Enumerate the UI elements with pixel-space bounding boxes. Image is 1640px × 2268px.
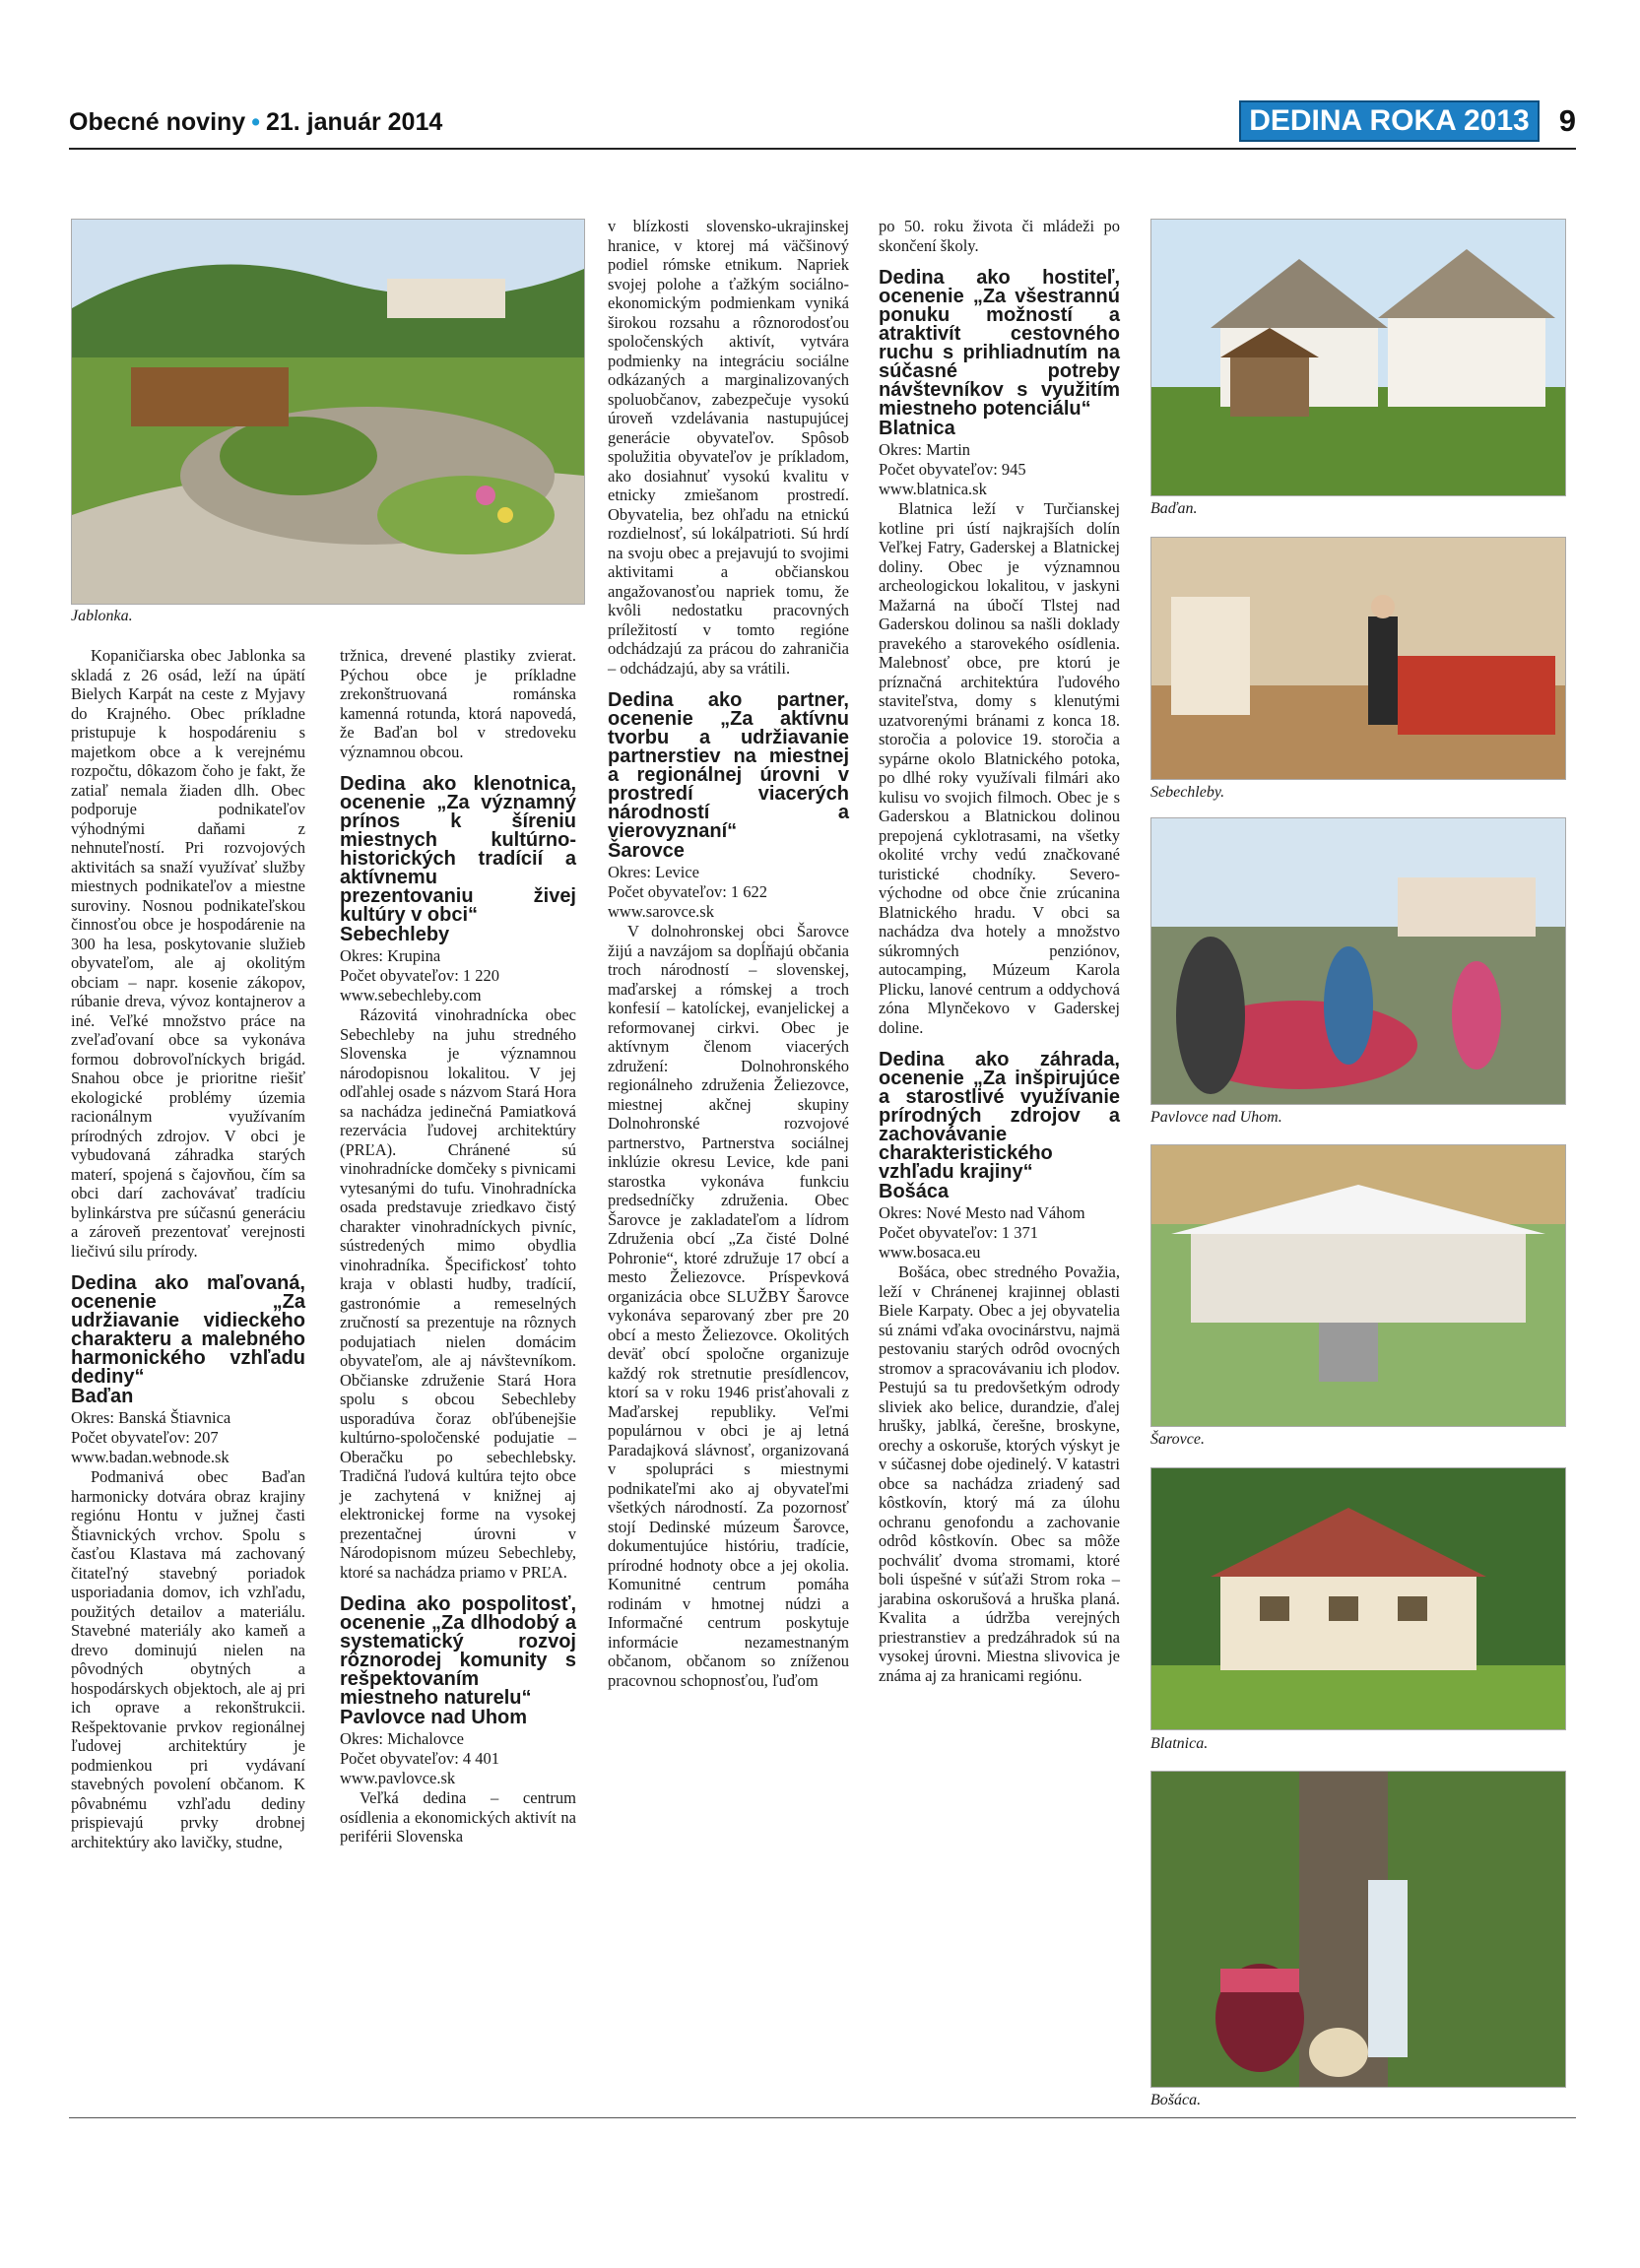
web-blatnica: www.blatnica.sk [879,480,987,498]
article-body-sarovce: V dolnohronskej obci Šarovce žijú a navzájom sa dopĺňajú občania troch národností – slovenskej, maďarskej a rómskej a troch konfesií – katolíckej, evanjelickej a reformovanej cirkvi. Obec je aktívnym členom viacerých združení: Dolnohronského regionálneho združenia Želiezovce, miestnej akčnej skupiny Dolnohronské rozvojové partnerstvo, Partnerstva sociálnej inklúzie okresu Levice, kde pani starostka vykonáva funkciu predsedníčky združenia. Obec Šarovce je zakladateľom a lídrom Združenia obcí „Za čisté Dolné Pohronie“, ktoré združuje 17 obcí a mesto Želiezovce. Príspevková organizácia obce SLUŽBY Šarovce vykonáva separovaný zber pre 20 obcí a mesto Želiezovce. Okolitých deväť obcí spoločne organizuje každý rok stretnutie presídlencov, ktorí sa v roku 1946 prisťahovali z Maďarskej republiky. Veľmi populárnou v obci je aj letná Paradajková slávnosť, organizovaná v spolupráci s miestnymi podnikateľmi ako aj obyvateľmi všetkých národností. Za pozornosť stojí Dedinské múzeum Šarovce, dokumentujúce históriu, tradície, prírodné hodnoty obce a jej okolia. Komunitné centrum pomáha rodinám v hmotnej núdzi a Informačné centrum poskytuje informácie nezamestnaným občanom, občanom so zníženou pracovnou schopnosťou, ľuďom [608,922,849,1690]
column-3 [608,217,849,1690]
village-name-bosaca: Bošáca [879,1181,950,1202]
article-heading-badan: Dedina ako maľovaná, ocenenie „Za udržiavanie vidieckeho charakteru a malebného harmonického vzhľadu dediny“ [71,1272,305,1388]
article-body-bosaca: Bošáca, obec stredného Považia, leží v Chránenej krajinnej oblasti Biele Karpaty. Obec a jej obyvatelia sú známi vďaka ovocinárstvu, najmä pestovaniu starých odrôd ovocných stromov a spracovávaniu ich plodov. Pestujú sa tu predovšetkým odrody sliviek ako belice, durandzie, ďalej hrušky, jablká, čerešne, broskyne, orechy a oskoruše, ktorých výskyt je v súčasnej dobe ojedinelý. V katastri obce sa nachádza zriadený sad kôstkovín, ktorý má za úlohu ochranu genofondu a zachovanie odrôd kôstkovín. Obec sa môže pochváliť dvoma stromami, ktoré boli úspešné v súťaži Strom roka – jarabina oskorušová a hruška planá. Kvalita a údržba verejných priestranstiev a predzáhradok sú na vysokej úrovni. Miestna slivovica je známa aj za hranicami regiónu. [879,1263,1120,1685]
photo-bosaca [1150,1771,1566,2088]
section-title: DEDINA ROKA 2013 [1239,100,1540,142]
article-body-pavlovce: Veľká dedina – centrum osídlenia a ekonomických aktivít na periférii Slovenska [340,1788,576,1846]
article-heading-bosaca: Dedina ako záhrada, ocenenie „Za inšpirujúce a starostlivé využívanie prírodných zdrojov a zachovávanie charakteristického vzhľadu krajiny“ [879,1049,1120,1183]
article-heading-blatnica: Dedina ako hostiteľ, ocenenie „Za všestrannú ponuku možností a atraktivít cestovného ruchu s prihliadnutím na súčasné potreby návštevníkov s využitím miestneho potenciálu“ [879,267,1120,420]
article-body-sebechleby: Rázovitá vinohradnícka obec Sebechleby na juhu stredného Slovenska je významnou národopisnou lokalitou. V jej odľahlej osade s názvom Stará Hora sa nachádza jedinečná Pamiatková rezervácia ľudovej architektúry (PRĽA). Chránené sú vinohradnícke domčeky s pivnicami vytesanými do tufu. Vinohradnícka osada predstavuje zriedkavo čistý charakter vinohradníckych pivníc, sústredených mimo obydlia vinohradníka. Špecifickosť tohto kraja v oblasti hudby, tradícií, gastronómie a remeselných zručností sa prezentuje na rôznych podujatiach nielen domácim obyvateľom, ale aj návštevníkom. Občianske združenie Stará Hora spolu s obcou Sebechleby usporadúva čoraz obľúbenejšie kultúrno-spoločenské podujatie – Oberačku po sebechlebsky. Tradičná ľudová kultúra tejto obce je zachytená v knižnej aj elektronickej forme na vysokej prezentačnej úrovni v Národopisnom múzeu Sebechleby, ktoré sa nachádza priamo v PRĽA. [340,1005,576,1582]
photo-badan [1150,219,1566,496]
caption-pavlovce: Pavlovce nad Uhom. [1150,1109,1282,1126]
caption-sebechleby: Sebechleby. [1150,784,1225,801]
article-heading-sarovce: Dedina ako partner, ocenenie „Za aktívnu tvorbu a udržiavanie partnerstiev na miestnej a regionálnej úrovni v prostredí viacerých národností a vierovyznaní“ [608,689,849,842]
caption-jablonka: Jablonka. [71,608,133,624]
photo-jablonka [71,219,585,605]
photo-pavlovce [1150,817,1566,1105]
village-name-sarovce: Šarovce [608,840,685,862]
population-blatnica: Počet obyvateľov: 945 [879,460,1026,479]
population-sebechleby: Počet obyvateľov: 1 220 [340,966,500,985]
village-name-pavlovce: Pavlovce nad Uhom [340,1707,528,1728]
web-sarovce: www.sarovce.sk [608,902,714,921]
article-body-blatnica: Blatnica leží v Turčianskej kotline pri ústí najkrajších dolín Veľkej Fatry, Gaderskej a Blatnickej doliny. Obec je významnou archeologickou lokalitou, v jaskyni Mažarná na úbočí Tlstej nad Gaderskou dolinou sa našli doklady pravekého a starovekého osídlenia. Malebnosť obce, pre ktorú je príznačná architektúra ľudového staviteľstva, domy s klenutými uzatvorenými bránami z konca 18. storočia a polovice 19. storočia a sypárne okolo Blatnického potoka, po dlhé roky využívali filmári ako kulisu vo svojich filmoch. Obec je s Gaderskou a Blatnickou dolinou prepojená cyklotrasami, na všetky okolité vrchy vedú značkované turistické chodníky. Severo-východne od obce čnie zrúcanina Blatnického hradu. V obci sa nachádza dva hotely a množstvo súkromných penziónov, autocamping, Múzeum Karola Plicku, lanové centrum a oddychová zóna Mlynčekovo v Gaderskej doline. [879,499,1120,1037]
village-name-blatnica: Blatnica [879,418,955,439]
page-number: 9 [1558,103,1576,138]
photo-blatnica [1150,1467,1566,1730]
article-continuation-pavlovce: v blízkosti slovensko-ukrajinskej hranice, v ktorej má väčšinový podiel rómske etnikum. Napriek svojej polohe a ťažkým sociálno-ekonomickým podmienkam vyniká širokou rozsahu a rôznorodosťou spoločenských aktivít, vytvára podmienky na integráciu sociálne odkázaných a marginalizovaných spoluobčanov, zabezpečuje vysokú úroveň vzdelávania nastupujúcej generácie obyvateľov. Spôsob spolužitia obyvateľov je príkladom, ako dosiahnuť vysokú kvalitu v etnicky zmiešanom prostredí. Obyvatelia, bez ohľadu na etnickú rozdielnosť, sú lokálpatrioti. Sú hrdí na svoju obec a prejavujú to svojimi aktivitami a občianskou angažovanosťou napriek tomu, že kvôli nedostatku pracovných príležitostí v tomto regióne odchádzajú za prácou do zahraničia – odchádzajú, aby sa vrátili. [608,217,849,678]
web-bosaca: www.bosaca.eu [879,1243,981,1262]
population-sarovce: Počet obyvateľov: 1 622 [608,882,768,901]
village-name-sebechleby: Sebechleby [340,924,450,945]
paper-name: Obecné noviny [69,108,246,136]
separator-dot: • [251,108,260,136]
population-badan: Počet obyvateľov: 207 [71,1428,219,1447]
article-intro-jablonka: Kopaničiarska obec Jablonka sa skladá z 26 osád, leží na úpätí Bielych Karpát na ceste z Myjavy do Krajného. Obec príkladne pristupuje k hospodáreniu s majetkom obce a k verejnému rozpočtu, dôkazom čoho je fakt, že zatiaľ nemala žiaden dlh. Obec podporuje podnikateľov výhodnými daňami z nehnuteľností. Pri rozvojových aktivitách sa snaží využívať služby miestnych podnikateľov a miestne suroviny. Nosnou podnikateľskou činnosťou obce je hospodárenie na 300 ha lesa, poskytovanie služieb obyvateľom, ale aj okolitým obciam – napr. kosenie zákopov, rúbanie dreva, vývoz kontajnerov a iné. Veľké množstvo práce na zveľaďovaní obce sa vykonáva formou dobrovoľníckych brigád. Snahou obce je prioritne riešiť ekologické problémy územia racionálnym využívaním prírodných zdrojov. V obci je vybudovaná záhradka starých materí, spojená s čajovňou, čím sa obci darí zachovávať tradíciu bylinkárstva pre súčasnú generáciu a zároveň prezentovať verejnosti liečivú silu prírody. [71,646,305,1261]
caption-sarovce: Šarovce. [1150,1431,1205,1448]
article-heading-pavlovce: Dedina ako pospolitosť, ocenenie „Za dlhodobý a systematický rozvoj rôznorodej komunity s rešpektovaním miestneho naturelu“ [340,1593,576,1709]
column-2 [340,646,576,1847]
okres-bosaca: Okres: Nové Mesto nad Váhom [879,1203,1085,1222]
photo-sebechleby [1150,537,1566,780]
photo-sarovce [1150,1144,1566,1427]
bottom-divider [69,2117,1576,2118]
page-header [69,98,1576,150]
population-pavlovce: Počet obyvateľov: 4 401 [340,1749,500,1768]
village-name-badan: Baďan [71,1386,134,1407]
okres-sebechleby: Okres: Krupina [340,946,441,965]
okres-pavlovce: Okres: Michalovce [340,1729,464,1748]
web-sebechleby: www.sebechleby.com [340,986,482,1004]
article-continuation-sarovce: po 50. roku života či mládeži po skončení školy. [879,217,1120,255]
caption-badan: Baďan. [1150,500,1198,517]
issue-date: 21. január 2014 [265,108,443,136]
population-bosaca: Počet obyvateľov: 1 371 [879,1223,1039,1242]
column-1 [71,646,305,1851]
column-4 [879,217,1120,1685]
okres-badan: Okres: Banská Štiavnica [71,1408,231,1427]
article-body-badan: Podmanivá obec Baďan harmonicky dotvára obraz krajiny regiónu Hontu v južnej časti Štiavnických vrchov. Spolu s časťou Klastava má zachovaný čitateľný stavebný poriadok usporiadania domov, ich vzhľadu, použitých detailov a materiálu. Stavebné materiály ako kameň a drevo dominujú nielen na pôvodných obytných a hospodárskych objektoch, ale aj pri ich oprave a rekonštrukcii. Rešpektovanie prvkov regionálnej ľudovej architektúry je podmienkou pri vydávaní stavebných povolení občanom. K pôvabnému vzhľadu dediny prispievajú prvky drobnej architektúry ako lavičky, studne, [71,1467,305,1851]
okres-blatnica: Okres: Martin [879,440,971,459]
web-pavlovce: www.pavlovce.sk [340,1769,456,1787]
web-badan: www.badan.webnode.sk [71,1448,230,1466]
article-continuation-badan: tržnica, drevené plastiky zvierat. Pýchou obce je príkladne zrekonštruovaná románska kamenná rotunda, ktorá napovedá, že Baďan bol v stredoveku významnou obcou. [340,646,576,761]
caption-bosaca: Bošáca. [1150,2092,1202,2108]
caption-blatnica: Blatnica. [1150,1735,1209,1752]
masthead [69,108,442,137]
okres-sarovce: Okres: Levice [608,863,699,881]
article-heading-sebechleby: Dedina ako klenotnica, ocenenie „Za významný prínos k šíreniu miestnych kultúrno-historických tradícií a aktívnemu prezentovaniu živej kultúry v obci“ [340,773,576,926]
